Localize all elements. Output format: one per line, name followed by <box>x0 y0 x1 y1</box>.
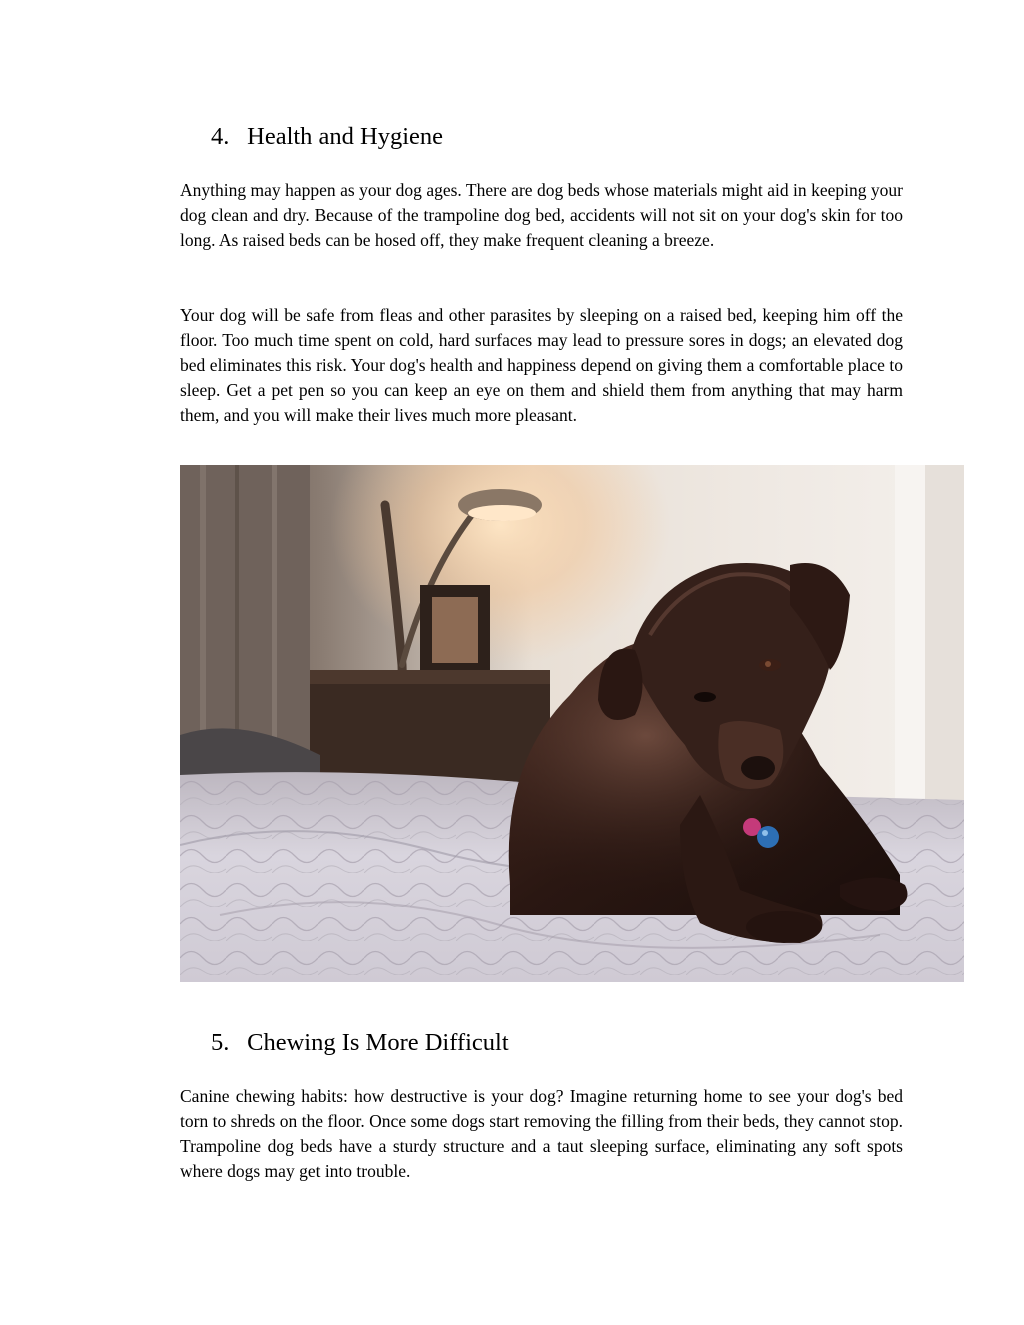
section-number: 4. <box>211 123 230 150</box>
paragraph: Anything may happen as your dog ages. There are dog beds whose materials might aid in keeping your dog clean and dry. Because of the trampoline dog bed, accidents will not sit on your dog's skin for too long. As raised beds can be hosed off, they make frequent cleaning a breeze. <box>180 180 903 250</box>
section-title: Health and Hygiene <box>247 123 444 150</box>
dog-on-bed-photo <box>180 465 964 982</box>
paragraph: Your dog will be safe from fleas and other parasites by sleeping on a raised bed, keeping him off the floor. Too much time spent on cold, hard surfaces may lead to pressure sores in dogs; an elevated dog bed eliminates this risk. Your dog's health and happiness depend on giving them a comfortable place to sleep. Get a pet pen so you can keep an eye on them and shield them from anything that may harm them, and you will make their lives much more pleasant. <box>180 305 903 425</box>
section-heading-chewing <box>211 1028 509 1058</box>
section-heading-health-hygiene <box>211 122 443 152</box>
paragraph: Canine chewing habits: how destructive is your dog? Imagine returning home to see your dog's bed torn to shreds on the floor. Once some dogs start removing the filling from their beds, they cannot stop. Trampoline dog beds have a sturdy structure and a taut sleeping surface, eliminating any soft spots where dogs may get into trouble. <box>180 1086 903 1181</box>
section-title: Chewing Is More Difficult <box>247 1029 509 1056</box>
section-number: 5. <box>211 1029 230 1056</box>
